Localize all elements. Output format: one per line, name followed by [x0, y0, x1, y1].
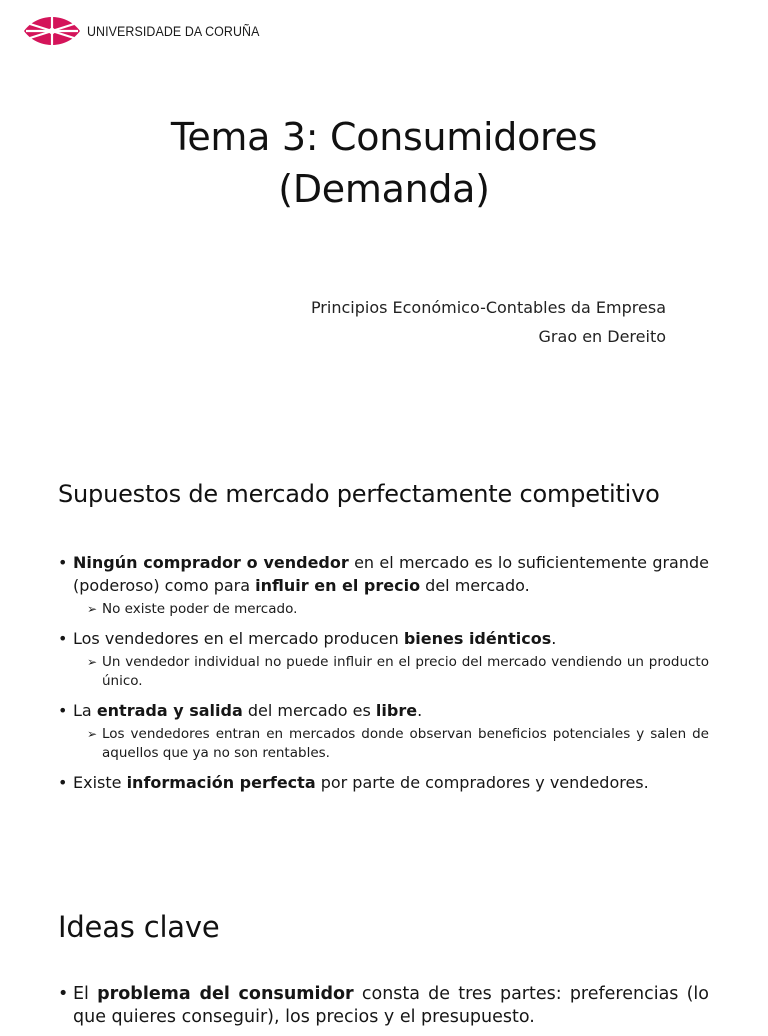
bullet-icon: • — [58, 553, 68, 572]
sub-list-item-text: Un vendedor individual no puede influir en el precio del mercado vendiendo un producto único. — [102, 653, 709, 689]
bullet-icon: • — [58, 628, 68, 648]
arrow-bullet-icon: ➢ — [87, 602, 98, 616]
degree-name: Grao en Dereito — [538, 327, 666, 346]
list-item — [58, 983, 709, 1029]
bold-text: entrada y salida — [96, 700, 243, 720]
section-heading-key-ideas: Ideas clave — [58, 910, 220, 944]
list-item-text — [73, 983, 709, 1029]
university-emblem-icon — [24, 16, 80, 46]
list-item — [58, 699, 709, 722]
list-item-text — [73, 551, 709, 597]
text-run: El — [73, 984, 98, 1004]
sub-list-item-text: Los vendedores entran en mercados donde observan beneficios potenciales y salen de aquellos que ya no son rentables. — [102, 725, 709, 761]
text-run: . — [417, 700, 423, 720]
bold-text: información perfecta — [126, 772, 316, 792]
text-run: del mercado es — [242, 700, 376, 720]
text-run: por parte de compradores y vendedores. — [315, 772, 649, 792]
list-item — [58, 627, 709, 650]
list-item-text — [73, 627, 709, 650]
text-run: consta de tres partes: preferencias (lo que quieres conseguir), los precios y el presupuesto. — [73, 984, 709, 1027]
bold-text: libre — [375, 700, 418, 720]
title-line-1: Tema 3: Consumidores — [170, 115, 598, 159]
bold-text: bienes idénticos — [403, 628, 552, 648]
course-name: Principios Económico-Contables da Empresa — [310, 298, 666, 317]
sub-list-item — [87, 725, 709, 764]
sub-list-item-text: No existe poder de mercado. — [102, 601, 298, 617]
slide-title — [0, 111, 768, 215]
market-assumptions-list — [58, 551, 709, 801]
bullet-icon: • — [58, 772, 68, 792]
bullet-icon: • — [58, 700, 68, 720]
bold-text: problema del consumidor — [97, 984, 354, 1004]
university-logo — [24, 16, 274, 46]
text-run: en el mercado es lo suficientemente grande (poderoso) como para — [73, 553, 710, 595]
text-run: Los vendedores en el mercado producen — [73, 628, 404, 648]
section-heading-market-assumptions: Supuestos de mercado perfectamente competitivo — [58, 480, 660, 508]
list-item-text — [73, 699, 709, 722]
bold-text: influir en el precio — [255, 576, 421, 595]
title-line-2: (Demanda) — [278, 167, 490, 211]
text-run: del mercado. — [420, 576, 530, 595]
list-item-text — [73, 771, 709, 794]
text-run: . — [551, 628, 557, 648]
sub-list-item — [87, 600, 709, 620]
arrow-bullet-icon: ➢ — [87, 654, 98, 669]
sub-list-item — [87, 653, 709, 692]
arrow-bullet-icon: ➢ — [87, 726, 98, 741]
list-item — [58, 771, 709, 794]
university-name: UNIVERSIDADE DA CORUÑA — [87, 23, 260, 39]
list-item — [58, 551, 709, 597]
key-ideas-list — [58, 983, 709, 1036]
text-run: La — [73, 700, 97, 720]
bullet-icon: • — [58, 984, 69, 1004]
text-run: Existe — [73, 772, 127, 792]
bold-text: Ningún comprador o vendedor — [73, 553, 349, 572]
